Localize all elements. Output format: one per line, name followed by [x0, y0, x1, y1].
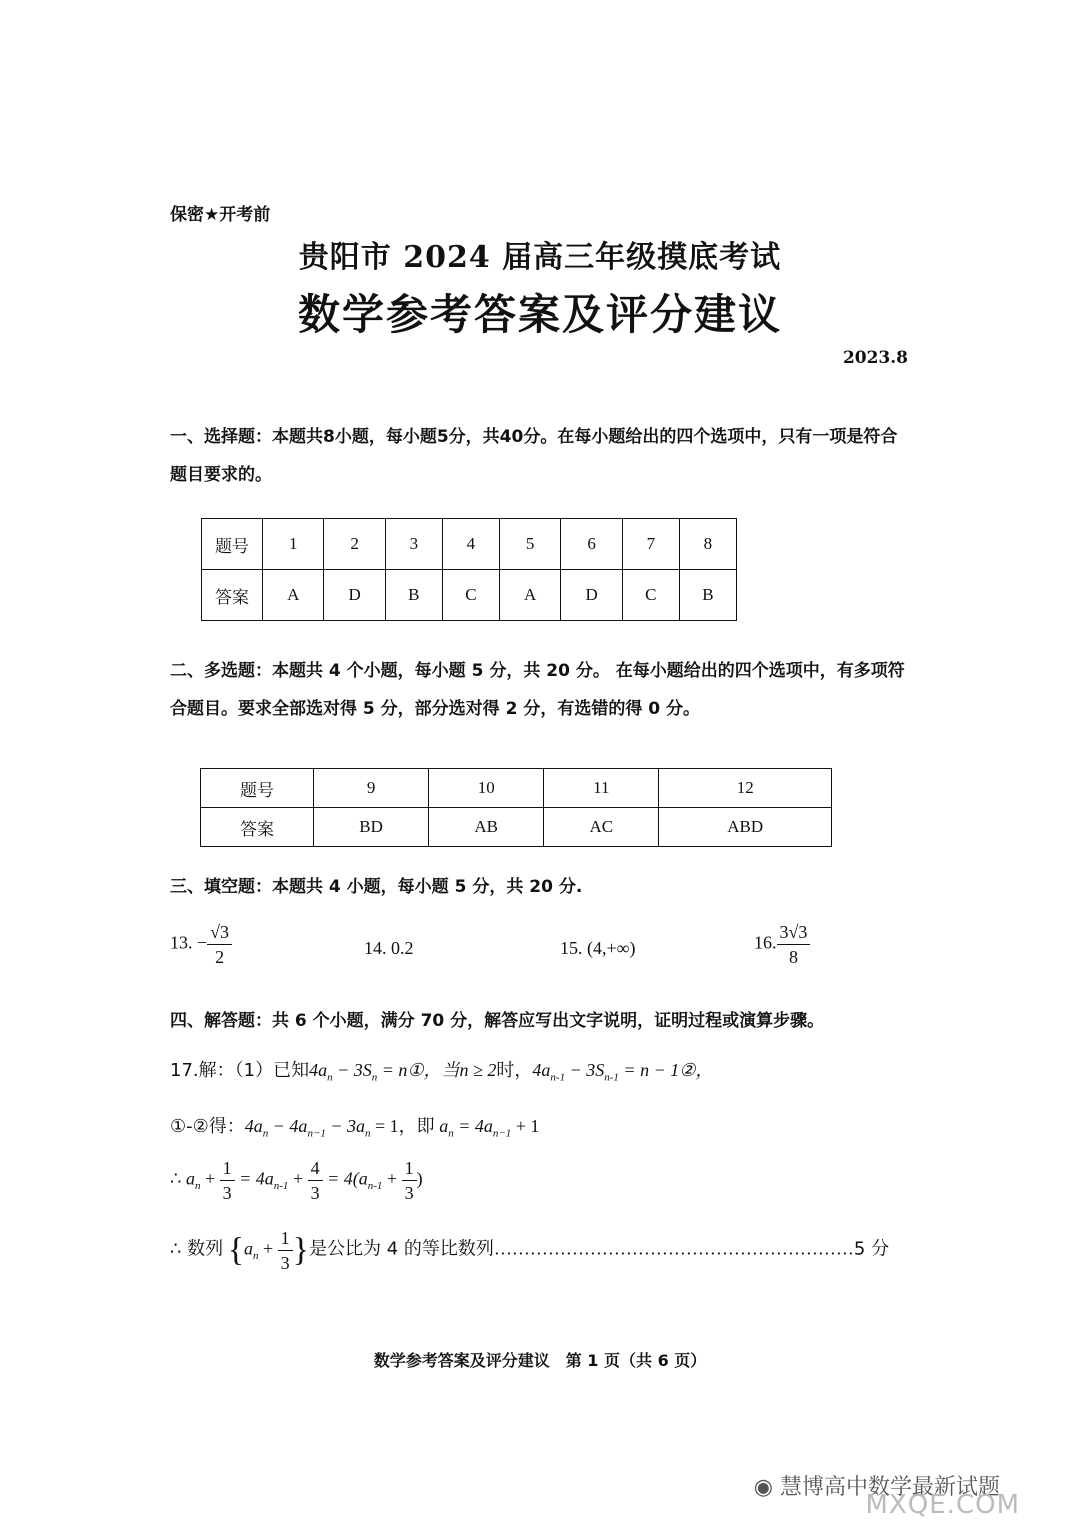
answer-13-fraction: [207, 920, 232, 969]
math-subscript: n−1: [492, 1127, 512, 1140]
table-cell: B: [679, 570, 736, 621]
row-label-answer: 答案: [201, 808, 314, 847]
math-term: = 4a: [453, 1116, 493, 1136]
math-term: − 3a: [325, 1116, 366, 1136]
answer-16: [754, 920, 810, 969]
therefore-symbol: ∴: [170, 1168, 182, 1189]
section2-heading-text: 二、多选题：本题共 4 个小题，每小题 5 分，共 20 分。 在每小题给出的四个选项中，有多项符合题目。要求全部选对得 5 分，部分选对得 2 分，有选错的得 0 分。: [170, 661, 905, 719]
answer-14: 14. 0.2: [364, 938, 414, 958]
math-term: = 1，即: [370, 1116, 435, 1136]
math-subscript: n: [327, 1071, 333, 1084]
table-cell: 11: [544, 769, 659, 808]
math-term: a: [181, 1168, 195, 1189]
solution-17-line3: [170, 1156, 423, 1205]
line-text: 17.解：（1）已知: [170, 1060, 310, 1081]
score-text: 5 分: [853, 1238, 890, 1260]
math-subscript: n: [365, 1127, 371, 1140]
math-term: +: [258, 1238, 274, 1259]
fraction-numerator: 4: [308, 1156, 323, 1181]
table-cell: 9: [314, 769, 429, 808]
document-title: 数学参考答案及评分建议: [297, 290, 782, 339]
table-cell: A: [263, 570, 324, 621]
table-cell: 3: [385, 519, 442, 570]
math-term: − 3S: [332, 1060, 372, 1080]
wechat-icon: ◉: [753, 1475, 773, 1500]
math-term: n ≥ 2: [459, 1060, 497, 1080]
math-term: = n①，当: [377, 1060, 460, 1080]
section1-heading-text: 一、选择题：本题共8小题，每小题5分，共40分。在每小题给出的四个选项中，只有一项是符合题目要求的。: [170, 427, 898, 485]
solution-17-line4: [170, 1226, 889, 1275]
solution-17-line2: [170, 1112, 539, 1140]
math-term: a: [244, 1238, 254, 1259]
math-term: − 3S: [565, 1060, 605, 1080]
math-term: + 1: [511, 1116, 540, 1136]
section3-heading: 三、填空题：本题共 4 小题，每小题 5 分，共 20 分.: [170, 877, 583, 897]
math-term: 4a: [244, 1116, 263, 1136]
math-subscript: n: [262, 1127, 269, 1140]
table-cell: C: [622, 570, 679, 621]
answer-16-label: 16.: [754, 932, 777, 953]
table-cell: D: [561, 570, 622, 621]
fraction: [402, 1156, 417, 1205]
single-choice-answer-table: [201, 518, 737, 621]
math-term: +: [200, 1168, 216, 1189]
math-term: − 4a: [268, 1116, 308, 1136]
table-cell: BD: [314, 808, 429, 847]
math-subscript: n-1: [273, 1180, 289, 1193]
table-cell: AB: [429, 808, 544, 847]
math-term: ): [416, 1168, 423, 1189]
fraction-denominator: 3: [310, 1183, 320, 1203]
table-cell: 12: [659, 769, 832, 808]
table-cell: 1: [263, 519, 324, 570]
table-cell: B: [385, 570, 442, 621]
math-subscript: n: [194, 1180, 201, 1193]
math-term: 4a: [532, 1060, 551, 1080]
table-cell: ABD: [659, 808, 832, 847]
table-cell: A: [499, 570, 560, 621]
table-cell: 4: [442, 519, 499, 570]
table-row: [202, 570, 737, 621]
table-cell: 5: [499, 519, 560, 570]
fraction-denominator: 8: [788, 947, 798, 967]
leader-dots: ……………………………………………………: [493, 1238, 854, 1259]
math-subscript: n-1: [550, 1071, 566, 1084]
row-label-number: 题号: [202, 519, 263, 570]
answer-15: 15. (4,+∞): [560, 938, 636, 958]
line-text: ①-②得：: [170, 1116, 245, 1137]
math-term: +: [288, 1168, 304, 1189]
math-term: +: [382, 1168, 398, 1189]
line-text: 是公比为 4 的等比数列: [309, 1238, 494, 1260]
fraction-denominator: 3: [404, 1183, 414, 1203]
fraction-numerator: 3√3: [777, 920, 811, 945]
solution-17-line1: [170, 1056, 713, 1084]
table-row: [202, 519, 737, 570]
math-subscript: n−1: [307, 1127, 326, 1140]
document-date: 2023.8: [842, 348, 908, 368]
math-subscript: n: [448, 1127, 454, 1140]
multi-choice-answer-table: [200, 768, 832, 847]
answer-13-sign: −: [197, 932, 208, 953]
table-cell: 10: [429, 769, 544, 808]
watermark-site: MXQE.COM: [865, 1490, 1020, 1520]
fraction-numerator: 1: [278, 1226, 293, 1251]
fraction-denominator: 3: [222, 1183, 232, 1203]
section4-heading: 四、解答题：共 6 个小题，满分 70 分，解答应写出文字说明，证明过程或演算步骤。: [170, 1011, 825, 1031]
fraction: [278, 1226, 293, 1275]
right-brace: }: [292, 1231, 309, 1269]
page-footer: 数学参考答案及评分建议 第 1 页（共 6 页）: [373, 1351, 707, 1370]
table-cell: D: [324, 570, 385, 621]
confidential-label: 保密★开考前: [170, 205, 271, 225]
fraction: [220, 1156, 235, 1205]
section2-heading: [170, 652, 910, 728]
row-label-answer: 答案: [202, 570, 263, 621]
section1-heading: [170, 418, 910, 494]
math-term: = n − 1②，: [618, 1060, 714, 1080]
answer-13-label: 13.: [170, 932, 193, 953]
table-cell: AC: [544, 808, 659, 847]
exam-title: 贵阳市 2024 届高三年级摸底考试: [298, 240, 782, 275]
answer-16-fraction: [777, 920, 811, 969]
math-term: a: [434, 1116, 449, 1136]
math-term: = 4a: [234, 1168, 274, 1189]
math-subscript: n: [371, 1071, 378, 1084]
fraction-denominator: 2: [215, 947, 225, 967]
fraction-numerator: 1: [220, 1156, 235, 1181]
math-subscript: n-1: [367, 1180, 383, 1193]
answer-13: [170, 920, 232, 969]
table-cell: C: [442, 570, 499, 621]
fraction: [308, 1156, 323, 1205]
math-term: = 4(a: [322, 1168, 368, 1189]
table-row: [201, 769, 832, 808]
table-cell: 2: [324, 519, 385, 570]
fraction-denominator: 3: [280, 1253, 290, 1273]
row-label-number: 题号: [201, 769, 314, 808]
left-brace: {: [227, 1231, 245, 1269]
fraction-numerator: √3: [207, 920, 232, 945]
line-text: ∴ 数列: [170, 1238, 224, 1260]
table-cell: 8: [679, 519, 736, 570]
math-term: 4a: [309, 1060, 328, 1080]
math-subscript: n-1: [604, 1071, 619, 1084]
table-row: [201, 808, 832, 847]
fraction-numerator: 1: [402, 1156, 417, 1181]
watermark-wechat-text: 慧博高中数学最新试题: [779, 1475, 1000, 1500]
line-text: 时，: [496, 1060, 533, 1081]
math-subscript: n: [253, 1250, 259, 1263]
table-cell: 7: [622, 519, 679, 570]
table-cell: 6: [561, 519, 622, 570]
